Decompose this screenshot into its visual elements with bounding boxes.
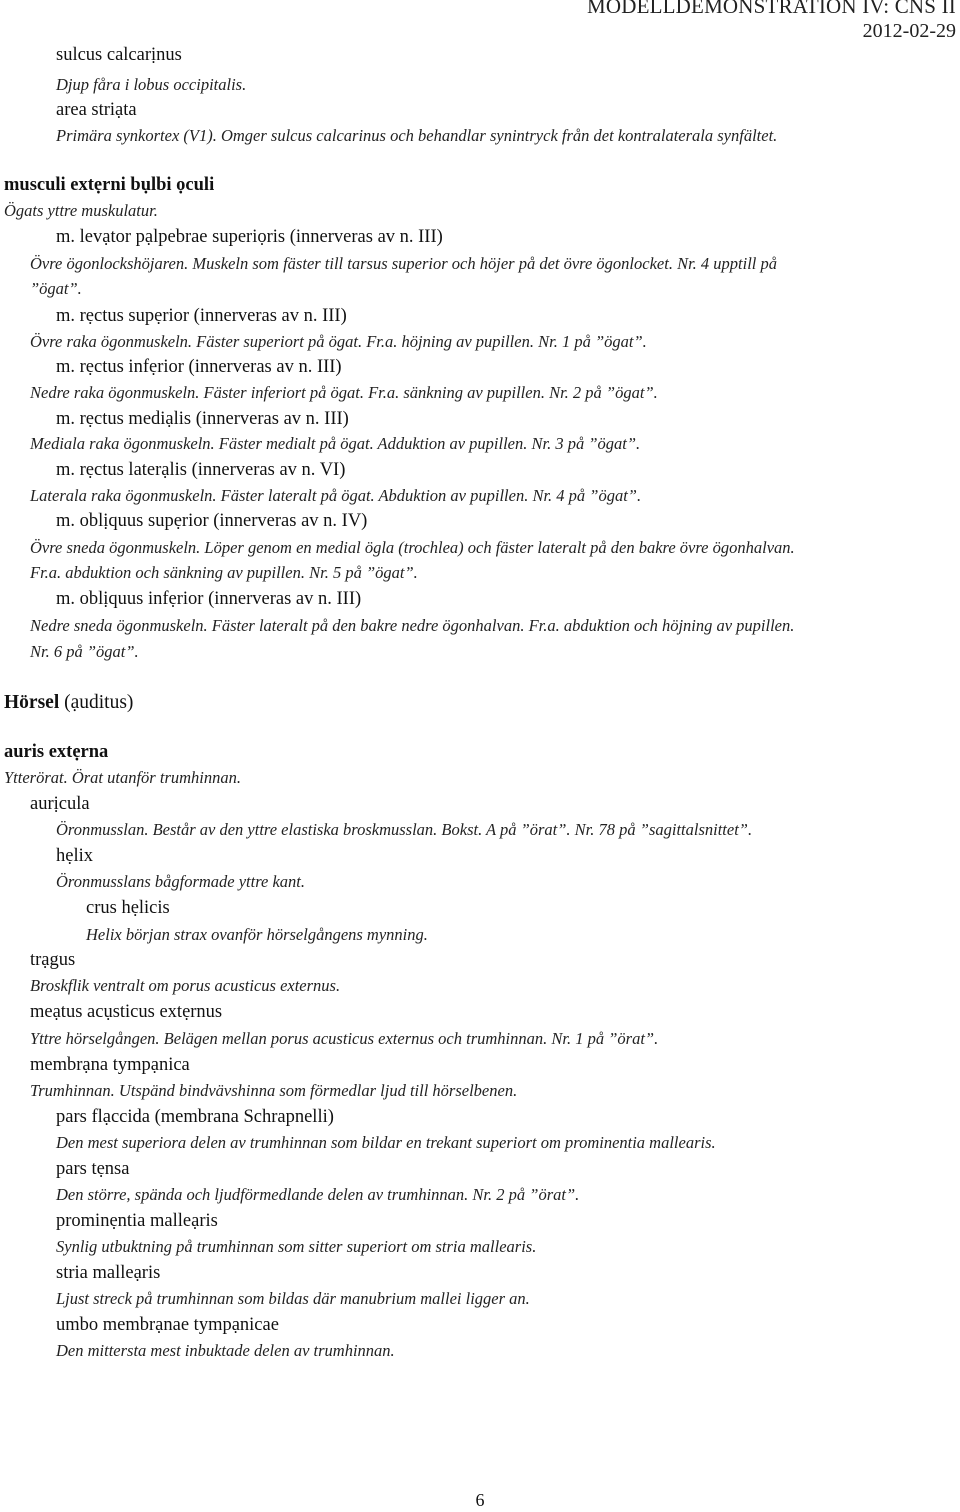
term-line: m. rẹctus infẹrior (innerveras av n. III) — [56, 357, 342, 377]
description-line: Den mittersta mest inbuktade delen av trumhinnan. — [56, 1341, 395, 1360]
description-line: Nr. 6 på ”ögat”. — [30, 642, 139, 661]
description-line: Trumhinnan. Utspänd bindvävshinna som förmedlar ljud till hörselbenen. — [30, 1081, 518, 1100]
section-heading-rest: (ạuditus) — [59, 692, 134, 713]
header-date: 2012-02-29 — [862, 20, 956, 42]
description-line: Ljust streck på trumhinnan som bildas där manubrium mallei ligger an. — [56, 1289, 530, 1308]
description-line: Ögats yttre muskulatur. — [4, 201, 158, 220]
description-line: Övre raka ögonmuskeln. Fäster superiort på ögat. Fr.a. höjning av pupillen. Nr. 1 på ”ögat”. — [30, 332, 647, 351]
description-line: Övre ögonlockshöjaren. Muskeln som fäster till tarsus superior och höjer på det övre ögonlocket. Nr. 4 upptill på — [30, 254, 778, 273]
description-line: Laterala raka ögonmuskeln. Fäster lateralt på ögat. Abduktion av pupillen. Nr. 4 på ”ögat”. — [30, 486, 642, 505]
description-line: Öronmusslans bågformade yttre kant. — [56, 872, 306, 891]
term-line: hẹlix — [56, 846, 93, 866]
term-line: prominẹntia malleạris — [56, 1211, 218, 1231]
description-line: Synlig utbuktning på trumhinnan som sitter superiort om stria mallearis. — [56, 1237, 537, 1256]
description-line: Helix början strax ovanför hörselgångens mynning. — [86, 925, 428, 944]
description-line: Nedre sneda ögonmuskeln. Fäster lateralt på den bakre nedre ögonhalvan. Fr.a. abduktion och höjning av pupillen. — [30, 616, 795, 635]
description-line: Nedre raka ögonmuskeln. Fäster inferiort på ögat. Fr.a. sänkning av pupillen. Nr. 2 på ”ögat”. — [30, 383, 658, 402]
term-line: membrạna tympạnica — [30, 1055, 190, 1075]
section-heading — [4, 692, 133, 714]
description-line: Mediala raka ögonmuskeln. Fäster medialt på ögat. Adduktion av pupillen. Nr. 3 på ”ögat”. — [30, 434, 641, 453]
header-title: MODELLDEMONSTRATION IV: CNS II — [586, 0, 956, 18]
term-line: m. rẹctus laterạlis (innerveras av n. VI) — [56, 460, 346, 480]
term-line: pars flạccida (membrana Schrapnelli) — [56, 1107, 334, 1127]
description-line: Den större, spända och ljudförmedlande delen av trumhinnan. Nr. 2 på ”örat”. — [56, 1185, 580, 1204]
description-line: Öronmusslan. Består av den yttre elastiska broskmusslan. Bokst. A på ”örat”. Nr. 78 på ”sagittalsnittet”. — [56, 820, 753, 839]
description-line: Övre sneda ögonmuskeln. Löper genom en medial ögla (trochlea) och fäster lateralt på den bakre övre ögonhalvan. — [30, 538, 795, 557]
term-line: area striạta — [56, 100, 137, 120]
description-line: Ytterörat. Örat utanför trumhinnan. — [4, 768, 241, 787]
description-line: Fr.a. abduktion och sänkning av pupillen. Nr. 5 på ”ögat”. — [30, 563, 418, 582]
term-line: meạtus acụsticus extẹrnus — [30, 1002, 223, 1022]
heading-line: auris extẹrna — [4, 742, 109, 762]
term-line: stria malleạris — [56, 1263, 161, 1283]
term-line: sulcus calcarịnus — [56, 45, 182, 65]
description-line: Djup fåra i lobus occipitalis. — [56, 75, 247, 94]
description-line: Primära synkortex (V1). Omger sulcus calcarinus och behandlar synintryck från det kontralaterala synfältet. — [56, 126, 778, 145]
term-line: pars tẹnsa — [56, 1159, 130, 1179]
term-line: m. rẹctus mediạlis (innerveras av n. III) — [56, 409, 349, 429]
term-line: m. levạtor pạlpebrae superiọris (innerveras av n. III) — [56, 227, 443, 247]
term-line: umbo membrạnae tympạnicae — [56, 1315, 279, 1335]
term-line: m. oblịquus infẹrior (innerveras av n. III) — [56, 589, 362, 609]
description-line: Yttre hörselgången. Belägen mellan porus acusticus externus och trumhinnan. Nr. 1 på ”örat”. — [30, 1029, 659, 1048]
description-line: ”ögat”. — [30, 279, 82, 298]
description-line: Den mest superiora delen av trumhinnan som bildar en trekant superiort om prominentia mallearis. — [56, 1133, 716, 1152]
heading-line: musculi extẹrni bụlbi ọculi — [4, 175, 215, 195]
section-heading-bold: Hörsel — [4, 692, 60, 713]
description-line: Broskflik ventralt om porus acusticus externus. — [30, 976, 341, 995]
page-number: 6 — [475, 1490, 485, 1510]
term-line: crus hẹlicis — [86, 898, 170, 918]
term-line: m. oblịquus supẹrior (innerveras av n. IV) — [56, 511, 368, 531]
term-line: trạgus — [30, 950, 76, 970]
term-line: aurịcula — [30, 794, 90, 814]
term-line: m. rẹctus supẹrior (innerveras av n. III) — [56, 306, 347, 326]
